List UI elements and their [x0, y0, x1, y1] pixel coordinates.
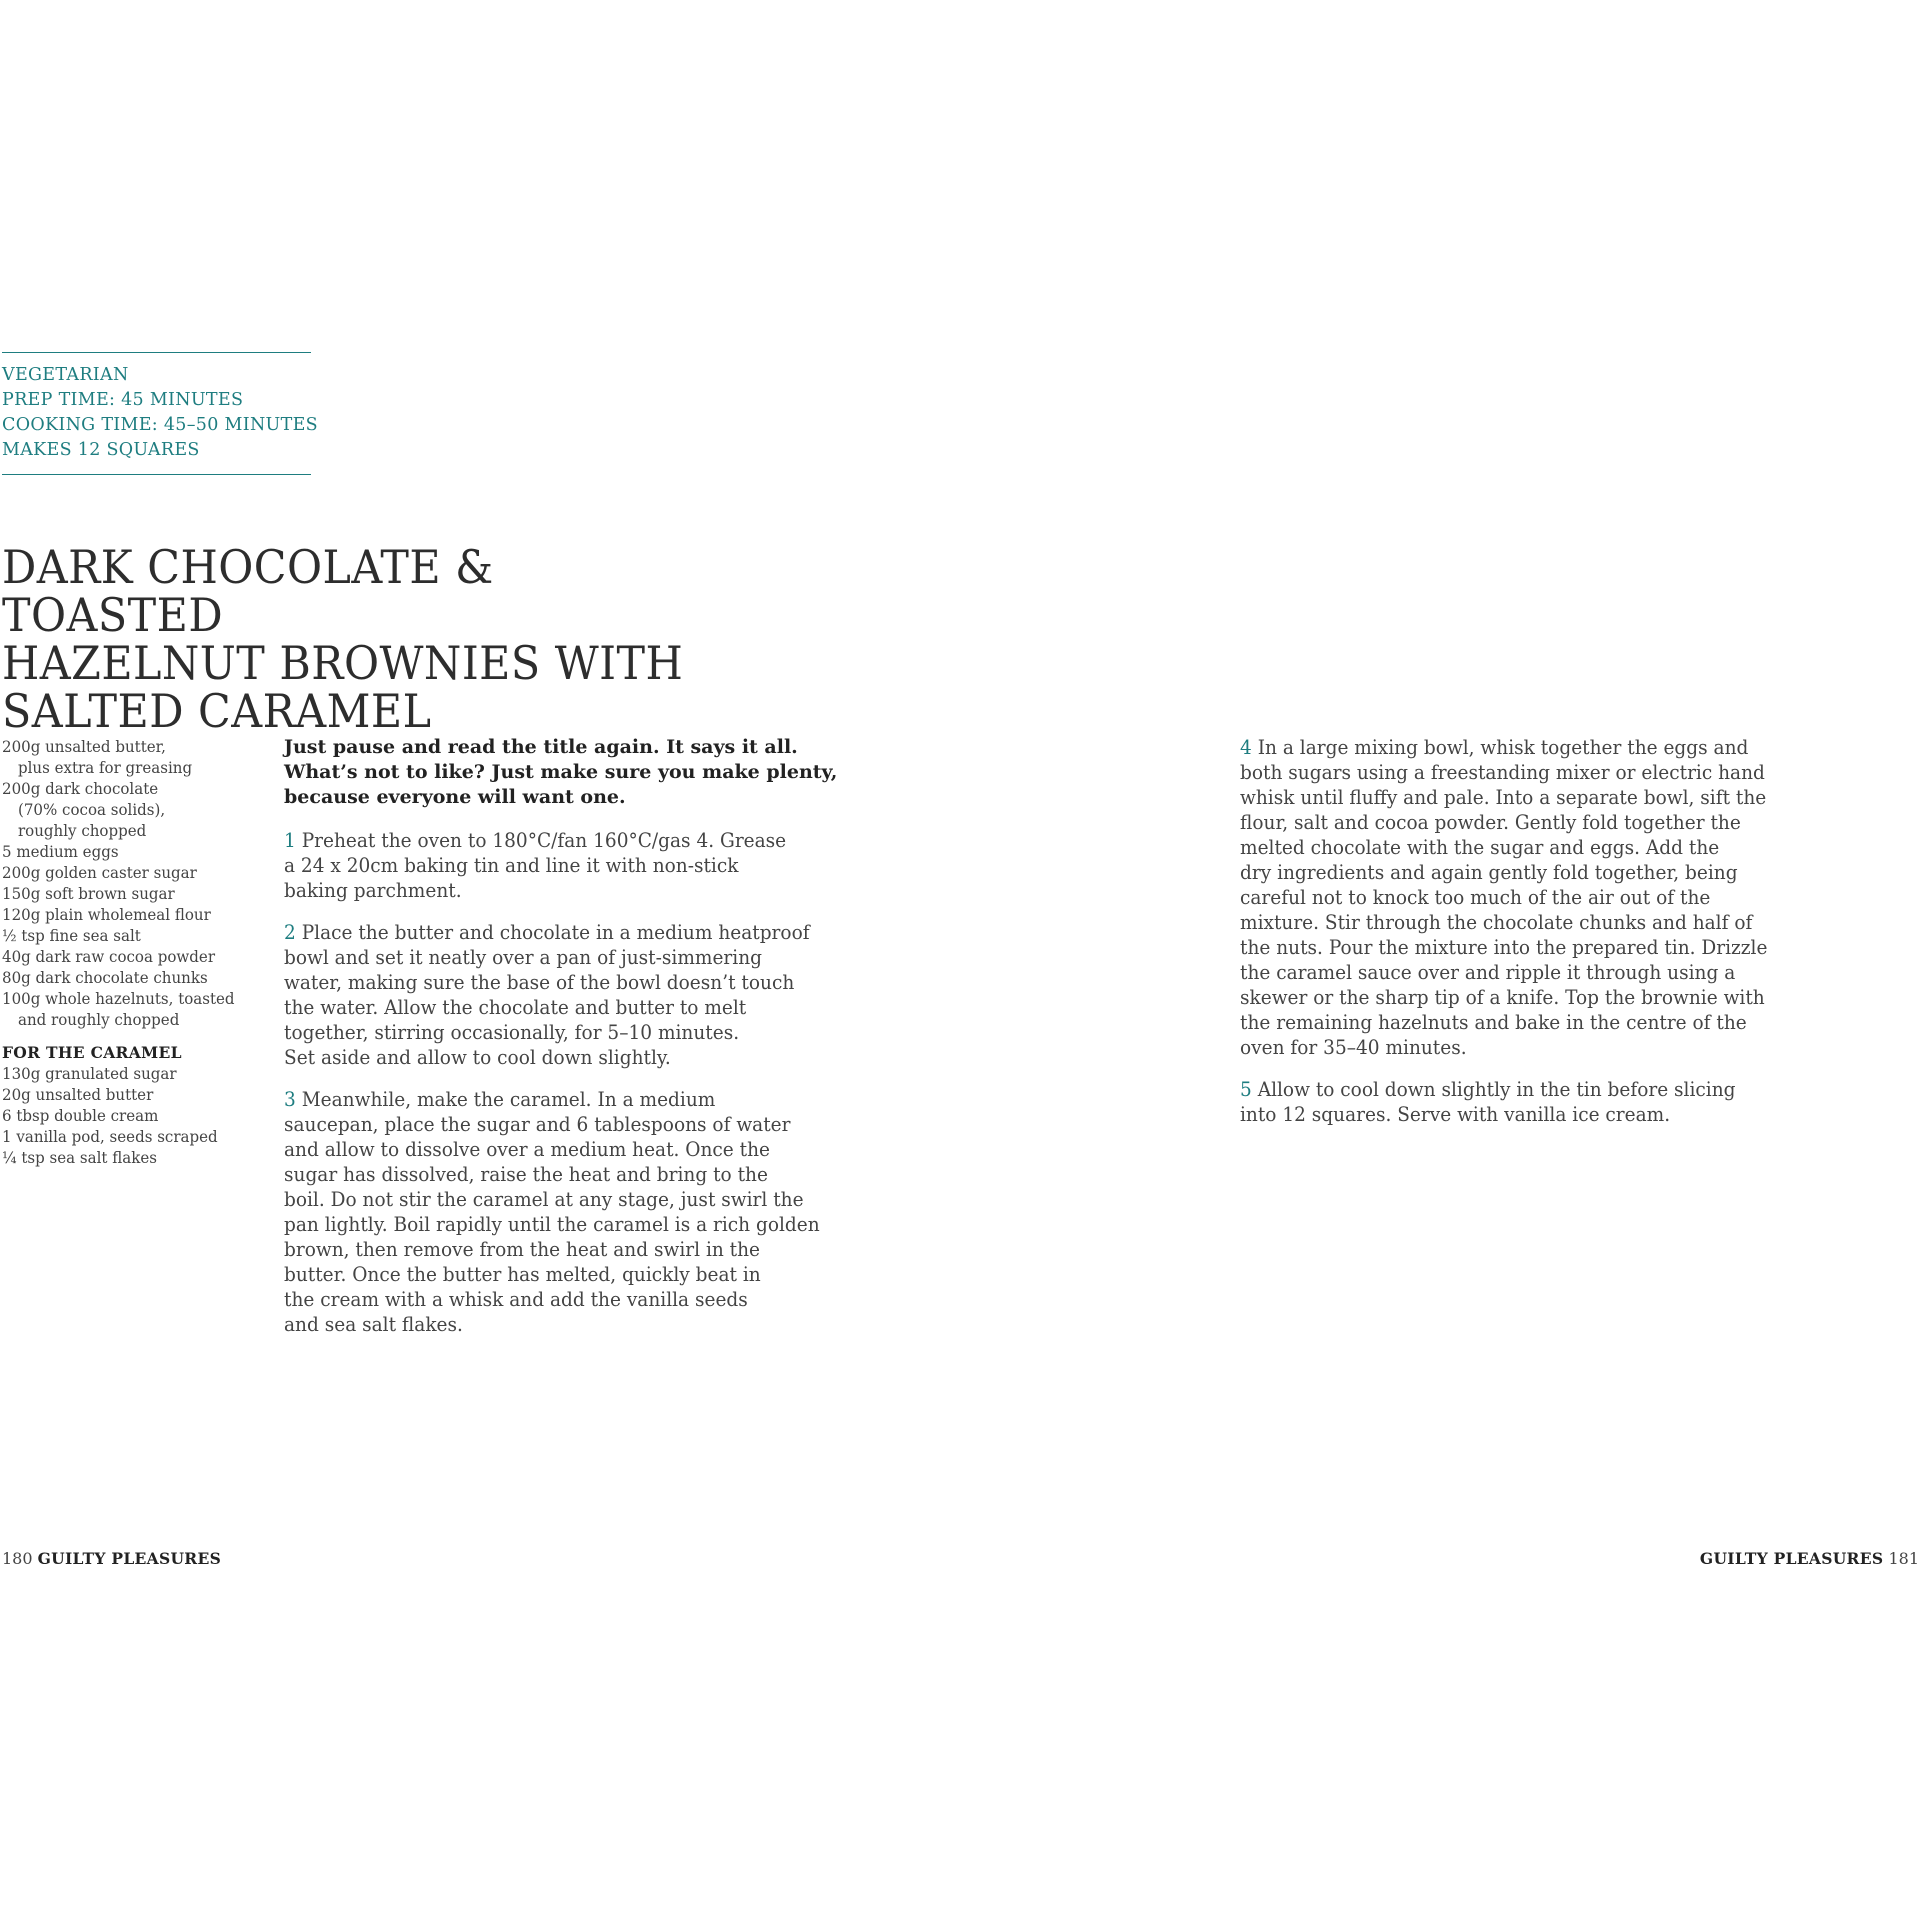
step-line: water, making sure the base of the bowl doesn’t touch [284, 971, 795, 994]
caramel-ingredient: 130g granulated sugar [2, 1064, 177, 1083]
step-line: both sugars using a freestanding mixer or electric hand [1240, 761, 1765, 784]
diet-label: VEGETARIAN [2, 365, 129, 385]
step-line: Set aside and allow to cool down slightly. [284, 1046, 671, 1069]
ingredient: 5 medium eggs [2, 842, 119, 861]
ingredient: 150g soft brown sugar [2, 884, 175, 903]
intro-line: Just pause and read the title again. It says it all. [284, 736, 798, 758]
section-name-left: GUILTY PLEASURES [37, 1549, 222, 1568]
step-line: melted chocolate with the sugar and eggs. Add the [1240, 836, 1720, 859]
caramel-heading: FOR THE CARAMEL [2, 1043, 182, 1062]
step-line: pan lightly. Boil rapidly until the caramel is a rich golden [284, 1213, 820, 1236]
intro-line: What’s not to like? Just make sure you make plenty, [284, 761, 838, 783]
step-line: Allow to cool down slightly in the tin before slicing [1257, 1078, 1736, 1101]
caramel-ingredient: 20g unsalted butter [2, 1085, 154, 1104]
step-line: a 24 x 20cm baking tin and line it with non-stick [284, 854, 739, 877]
ingredient: 200g unsalted butter, [2, 737, 166, 756]
recipe-title [2, 540, 709, 738]
ingredient: 200g dark chocolate [2, 779, 159, 798]
step-number: 2 [284, 921, 296, 944]
method-step [284, 828, 854, 903]
title-line: SALTED CARAMEL [2, 684, 432, 738]
step-line: skewer or the sharp tip of a knife. Top the brownie with [1240, 986, 1765, 1009]
cooking-time: COOKING TIME: 45–50 MINUTES [2, 415, 318, 435]
footer-left [2, 1549, 221, 1569]
step-number: 1 [284, 829, 296, 852]
step-line: together, stirring occasionally, for 5–10 minutes. [284, 1021, 740, 1044]
ingredient: 200g golden caster sugar [2, 863, 197, 882]
page-number-right: 181 [1888, 1549, 1919, 1568]
step-line: boil. Do not stir the caramel at any stage, just swirl the [284, 1188, 804, 1211]
caramel-ingredient: 1 vanilla pod, seeds scraped [2, 1127, 218, 1146]
step-line: the cream with a whisk and add the vanilla seeds [284, 1288, 748, 1311]
ingredient: roughly chopped [17, 821, 147, 840]
ingredient: 100g whole hazelnuts, toasted [2, 989, 235, 1008]
method-step [284, 1087, 854, 1337]
ingredient: 80g dark chocolate chunks [2, 968, 208, 987]
step-line: Preheat the oven to 180°C/fan 160°C/gas 4. Grease [301, 829, 787, 852]
step-line: and allow to dissolve over a medium heat. Once the [284, 1138, 770, 1161]
step-line: oven for 35–40 minutes. [1240, 1036, 1467, 1059]
step-number: 4 [1240, 736, 1252, 759]
step-line: flour, salt and cocoa powder. Gently fold together the [1240, 811, 1741, 834]
step-line: whisk until fluffy and pale. Into a separate bowl, sift the [1240, 786, 1767, 809]
ingredients-list [2, 736, 272, 1168]
step-line: into 12 squares. Serve with vanilla ice cream. [1240, 1103, 1671, 1126]
step-number: 5 [1240, 1078, 1252, 1101]
method-step [284, 920, 854, 1070]
step-line: mixture. Stir through the chocolate chunks and half of [1240, 911, 1753, 934]
method-step [1240, 735, 1810, 1060]
step-line: the remaining hazelnuts and bake in the centre of the [1240, 1011, 1747, 1034]
step-line: butter. Once the butter has melted, quickly beat in [284, 1263, 761, 1286]
section-name-right: GUILTY PLEASURES [1699, 1549, 1884, 1568]
step-line: the water. Allow the chocolate and butter to melt [284, 996, 747, 1019]
step-line: the caramel sauce over and ripple it through using a [1240, 961, 1736, 984]
ingredient: 120g plain wholemeal flour [2, 905, 211, 924]
ingredient: (70% cocoa solids), [17, 800, 166, 819]
intro-text [284, 735, 844, 810]
caramel-ingredient: ¼ tsp sea salt flakes [2, 1148, 157, 1167]
step-line: careful not to knock too much of the air out of the [1240, 886, 1711, 909]
step-line: Meanwhile, make the caramel. In a medium [301, 1088, 716, 1111]
step-line: saucepan, place the sugar and 6 tablespoons of water [284, 1113, 791, 1136]
step-line: bowl and set it neatly over a pan of just-simmering [284, 946, 762, 969]
step-line: In a large mixing bowl, whisk together the eggs and [1257, 736, 1749, 759]
ingredient: 40g dark raw cocoa powder [2, 947, 216, 966]
step-line: sugar has dissolved, raise the heat and bring to the [284, 1163, 768, 1186]
footer-right [1700, 1549, 1919, 1569]
ingredient: ½ tsp fine sea salt [2, 926, 141, 945]
caramel-ingredient: 6 tbsp double cream [2, 1106, 159, 1125]
step-line: Place the butter and chocolate in a medium heatproof [301, 921, 810, 944]
page-number-left: 180 [2, 1549, 33, 1568]
ingredient: and roughly chopped [17, 1010, 180, 1029]
prep-time: PREP TIME: 45 MINUTES [2, 390, 244, 410]
intro-line: because everyone will want one. [284, 786, 626, 808]
step-line: the nuts. Pour the mixture into the prepared tin. Drizzle [1240, 936, 1768, 959]
yield: MAKES 12 SQUARES [2, 440, 200, 460]
step-line: and sea salt flakes. [284, 1313, 463, 1336]
step-line: brown, then remove from the heat and swirl in the [284, 1238, 761, 1261]
step-line: baking parchment. [284, 879, 462, 902]
title-line: DARK CHOCOLATE & TOASTED [2, 540, 494, 642]
step-line: dry ingredients and again gently fold together, being [1240, 861, 1738, 884]
recipe-meta [2, 352, 318, 475]
title-line: HAZELNUT BROWNIES WITH [2, 636, 684, 690]
ingredient: plus extra for greasing [17, 758, 193, 777]
method-step [1240, 1077, 1810, 1127]
step-number: 3 [284, 1088, 296, 1111]
